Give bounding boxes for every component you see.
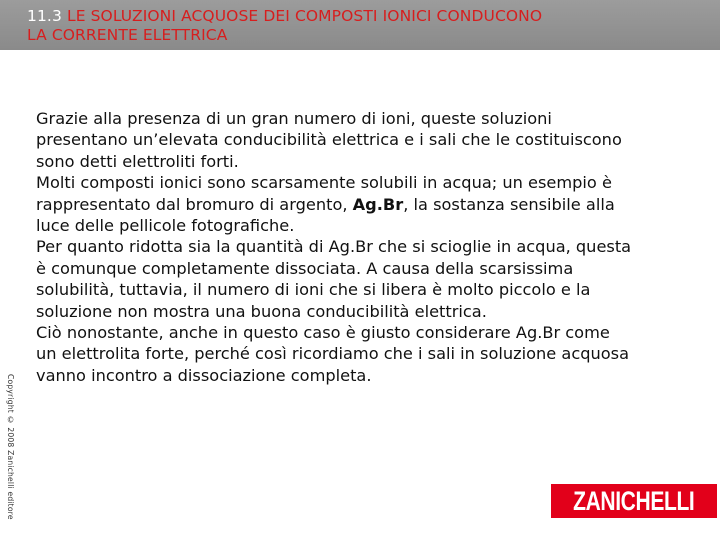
body-text-segment: , la sostanza sensibile alla xyxy=(403,194,615,214)
body-line: vanno incontro a dissociazione completa. xyxy=(36,365,372,385)
body-line: sono detti elettroliti forti. xyxy=(36,151,239,171)
logo-text: ZANICHELLI xyxy=(573,485,695,516)
title-text-line-2: LA CORRENTE ELETTRICA xyxy=(27,26,228,44)
title-text: LE SOLUZIONI ACQUOSE DEI COMPOSTI IONICI CONDUCONO xyxy=(66,7,543,25)
body-line: Ciò nonostante, anche in questo caso è giusto considerare Ag.Br come xyxy=(36,323,610,343)
body-line: Per quanto ridotta sia la quantità di Ag.Br che si scioglie in acqua, questa xyxy=(36,237,632,257)
zanichelli-logo xyxy=(551,484,717,518)
body-line: un elettrolita forte, perché così ricordiamo che i sali in soluzione acquosa xyxy=(36,344,630,364)
title-number: 11.3 xyxy=(27,7,62,25)
body-line: è comunque completamente dissociata. A causa della scarsissima xyxy=(36,258,574,278)
slide-body xyxy=(36,108,706,386)
copyright-notice: Copyright © 2008 Zanichelli editore xyxy=(6,374,15,520)
body-line: luce delle pellicole fotografiche. xyxy=(36,216,295,236)
body-line: soluzione non mostra una buona conducibilità elettrica. xyxy=(36,301,487,321)
body-line: Grazie alla presenza di un gran numero di ioni, queste soluzioni xyxy=(36,109,552,128)
body-text-segment: rappresentato dal bromuro di argento, xyxy=(36,194,353,214)
slide-title xyxy=(27,7,717,45)
body-line: Molti composti ionici sono scarsamente solubili in acqua; un esempio è xyxy=(36,173,612,193)
formula-agbr: Ag.Br xyxy=(352,194,404,214)
body-line xyxy=(36,194,706,215)
body-line: presentano un’elevata conducibilità elettrica e i sali che le costituiscono xyxy=(36,130,622,150)
body-line: solubilità, tuttavia, il numero di ioni che si libera è molto piccolo e la xyxy=(36,280,591,300)
